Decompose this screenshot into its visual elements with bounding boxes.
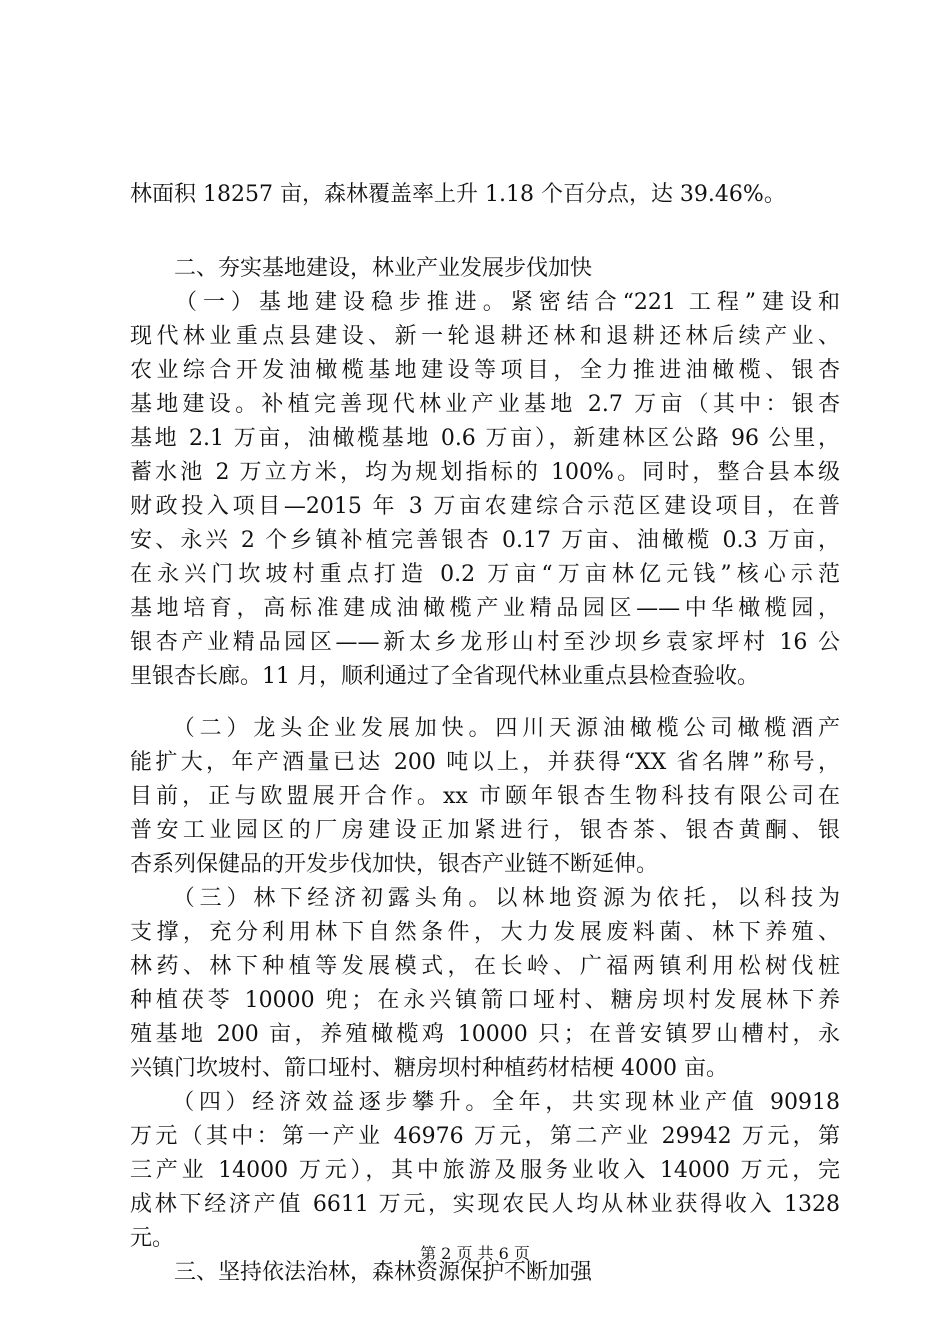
body-line: 农业综合开发油橄榄基地建设等项目，全力推进油橄榄、银杏 — [130, 358, 840, 383]
body-line: 兴镇门坎坡村、箭口垭村、糖房坝村种植药材桔梗 4000 亩。 — [130, 1056, 728, 1081]
body-line: （二）龙头企业发展加快。四川天源油橄榄公司橄榄酒产 — [130, 716, 840, 741]
body-line: 银杏产业精品园区——新太乡龙形山村至沙坝乡袁家坪村 16 公 — [130, 630, 840, 655]
page-footer: 第 2 页 共 6 页 — [420, 1244, 530, 1263]
body-line: 元。 — [130, 1226, 175, 1251]
body-line: 安、永兴 2 个乡镇补植完善银杏 0.17 万亩、油橄榄 0.3 万亩， — [130, 528, 840, 553]
body-line: 林药、林下种植等发展模式，在长岭、广福两镇利用松树伐桩 — [130, 954, 840, 979]
body-line: 基地建设。补植完善现代林业产业基地 2.7 万亩（其中：银杏 — [130, 392, 840, 417]
body-line: （四）经济效益逐步攀升。全年，共实现林业产值 90918 — [130, 1090, 840, 1115]
body-line: 基地培育，高标准建成油橄榄产业精品园区——中华橄榄园， — [130, 596, 840, 621]
body-line: 万元（其中：第一产业 46976 万元，第二产业 29942 万元，第 — [130, 1124, 840, 1149]
body-line: 林面积 18257 亩，森林覆盖率上升 1.18 个百分点，达 39.46%。 — [130, 182, 786, 207]
section-heading: 三、坚持依法治林，森林资源保护不断加强 — [130, 1260, 593, 1285]
body-line: 三产业 14000 万元），其中旅游及服务业收入 14000 万元，完 — [130, 1158, 840, 1183]
document-body — [130, 178, 840, 1290]
body-line: 杏系列保健品的开发步伐加快，银杏产业链不断延伸。 — [130, 852, 659, 877]
body-line: 基地 2.1 万亩，油橄榄基地 0.6 万亩），新建林区公路 96 公里， — [130, 426, 840, 451]
body-line: 在永兴门坎坡村重点打造 0.2 万亩“万亩林亿元钱”核心示范 — [130, 562, 840, 587]
body-line: 蓄水池 2 万立方米，均为规划指标的 100%。同时，整合县本级 — [130, 460, 840, 485]
body-line: 里银杏长廊。11 月，顺利通过了全省现代林业重点县检查验收。 — [130, 664, 759, 689]
body-line: 殖基地 200 亩，养殖橄榄鸡 10000 只；在普安镇罗山槽村，永 — [130, 1022, 840, 1047]
body-line: 能扩大，年产酒量已达 200 吨以上，并获得“XX 省名牌”称号， — [130, 750, 840, 775]
body-line: （三）林下经济初露头角。以林地资源为依托，以科技为 — [130, 886, 840, 911]
body-line: 支撑，充分利用林下自然条件，大力发展废料菌、林下养殖、 — [130, 920, 840, 945]
body-line: 成林下经济产值 6611 万元，实现农民人均从林业获得收入 1328 — [130, 1192, 840, 1217]
body-line: 普安工业园区的厂房建设正加紧进行，银杏茶、银杏黄酮、银 — [130, 818, 840, 843]
body-line: 财政投入项目—2015 年 3 万亩农建综合示范区建设项目，在普 — [130, 494, 840, 519]
body-line: 现代林业重点县建设、新一轮退耕还林和退耕还林后续产业、 — [130, 324, 840, 349]
body-line: 种植茯苓 10000 兜；在永兴镇箭口垭村、糖房坝村发展林下养 — [130, 988, 840, 1013]
body-line: （一）基地建设稳步推进。紧密结合“221 工程”建设和 — [130, 290, 840, 315]
body-line: 目前，正与欧盟展开合作。xx 市颐年银杏生物科技有限公司在 — [130, 784, 840, 809]
section-heading: 二、夯实基地建设，林业产业发展步伐加快 — [130, 256, 593, 281]
